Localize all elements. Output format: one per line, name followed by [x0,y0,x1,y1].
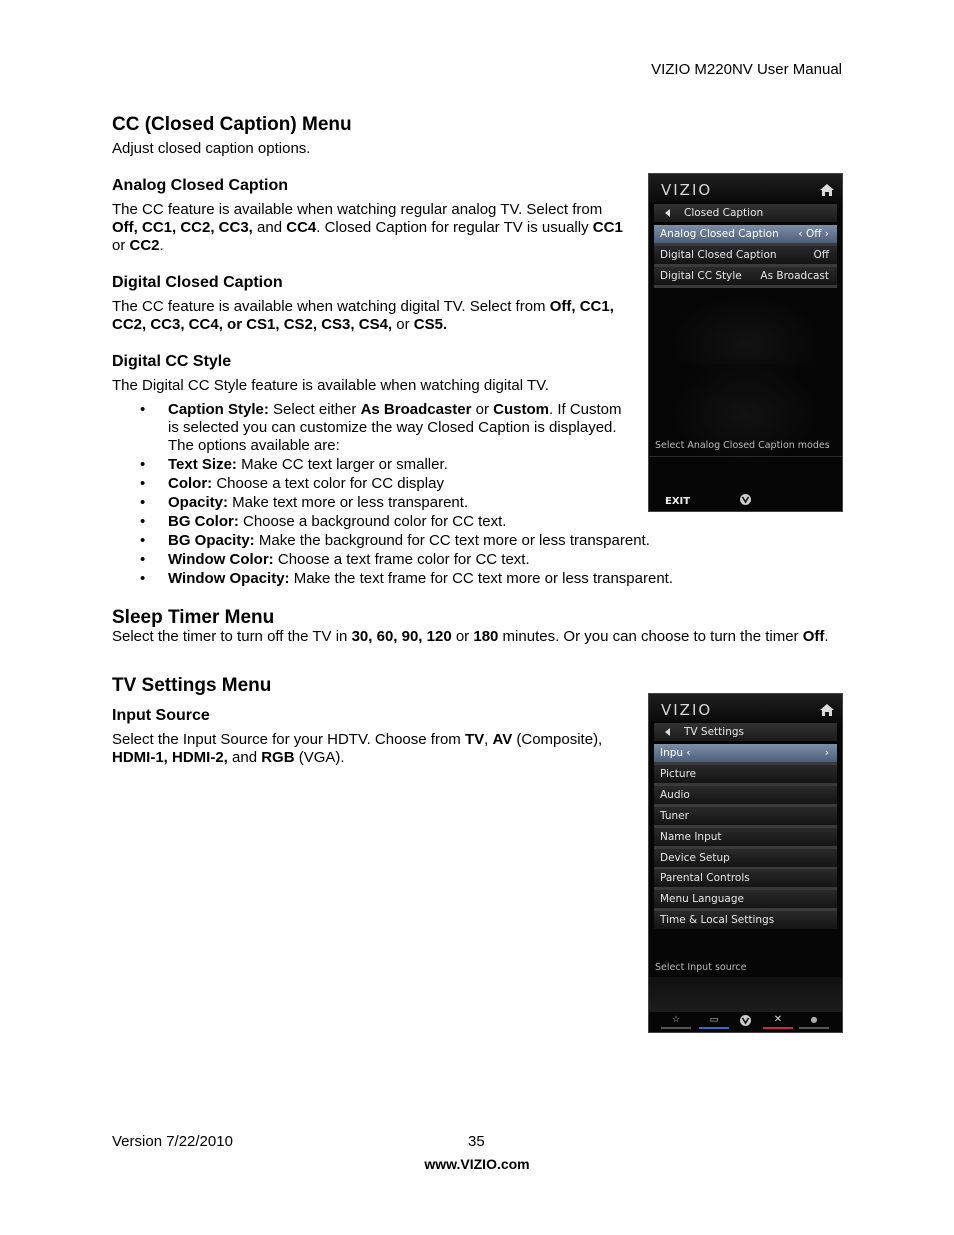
analog-cc-text: The CC feature is available when watching regular analog TV. Select from Off, CC1, CC2, CC3, and CC4. Closed Caption for regular TV is usually CC1 or CC2. [112,201,623,254]
vizio-v-icon [740,1015,751,1026]
menu-row-device-setup: Device Setup [654,849,837,870]
tv-settings-menu-screenshot [648,693,843,1033]
menu-hint-text: Select Analog Closed Caption modes [655,440,830,451]
tv-settings-heading: TV Settings Menu [112,675,272,696]
list-item: • Caption Style: Select either As Broadcaster or Custom. If Custom is selected you can customize the way Closed Caption is displayed. The options available are: [112,401,628,455]
input-source-heading: Input Source [112,707,210,724]
close-icon: ✕ [773,1014,783,1025]
menu-title-bar: Closed Caption [654,204,837,222]
menu-row-input: Inpu ‹ › [654,744,837,765]
version-label: Version 7/22/2010 [112,1133,233,1150]
sleep-timer-heading: Sleep Timer Menu [112,607,275,628]
vizio-logo: VIZIO [661,181,713,199]
website-url: www.VIZIO.com [424,1156,530,1172]
page-number: 35 [468,1133,485,1150]
menu-row-audio: Audio [654,786,837,807]
cc-menu-intro: Adjust closed caption options. [112,140,311,157]
menu-row-analog-cc: Analog Closed Caption ‹ Off › [654,225,837,246]
vizio-v-icon [740,494,751,505]
home-icon [820,184,834,196]
digital-cc-heading: Digital Closed Caption [112,274,283,291]
cc-menu-heading: CC (Closed Caption) Menu [112,114,352,135]
menu-row-digital-cc: Digital Closed Caption Off [654,246,837,267]
home-icon [820,704,834,716]
digital-cc-text: The CC feature is available when watching digital TV. Select from Off, CC1, CC2, CC3, CC4, or CS1, CS2, CS3, CS4, or CS5. [112,298,614,333]
list-item: • Window Opacity: Make the text frame for CC text more or less transparent. [112,570,722,588]
menu-row-digital-cc-style: Digital CC Style As Broadcast [654,267,837,288]
menu-title-bar: TV Settings [654,723,837,741]
star-icon: ☆ [671,1015,681,1025]
input-source-text: Select the Input Source for your HDTV. Choose from TV, AV (Composite), HDMI-1, HDMI-2, and RGB (VGA). [112,731,603,766]
list-item: • BG Color: Choose a background color for CC text. [112,513,722,531]
exit-label: EXIT [665,496,691,507]
list-item: • Text Size: Make CC text larger or smaller. [112,456,722,474]
manual-title: VIZIO M220NV User Manual [651,61,842,78]
digital-cc-style-heading: Digital CC Style [112,353,232,370]
menu-row-name-input: Name Input [654,828,837,849]
menu-row-menu-language: Menu Language [654,890,837,911]
menu-hint-text: Select Input source [655,962,747,973]
menu-icon: ▭ [709,1015,719,1025]
back-arrow-icon [665,209,670,217]
vizio-logo: VIZIO [661,701,713,719]
closed-caption-menu-screenshot [648,173,843,512]
cc-style-options-list [112,401,722,589]
menu-row-picture: Picture [654,765,837,786]
list-item: • BG Opacity: Make the background for CC text more or less transparent. [112,532,722,550]
dot-icon: ● [810,1015,818,1024]
sleep-timer-text: Select the timer to turn off the TV in 30, 60, 90, 120 or 180 minutes. Or you can choose to turn the timer Off. [112,628,829,645]
menu-row-time-local: Time & Local Settings [654,911,837,929]
back-arrow-icon [665,728,670,736]
list-item: • Window Color: Choose a text frame color for CC text. [112,551,722,569]
menu-row-tuner: Tuner [654,807,837,828]
digital-cc-style-intro: The Digital CC Style feature is available when watching digital TV. [112,377,549,394]
menu-row-parental-controls: Parental Controls [654,869,837,890]
analog-cc-heading: Analog Closed Caption [112,177,288,194]
list-item: • Color: Choose a text color for CC display [112,475,722,493]
list-item: • Opacity: Make text more or less transparent. [112,494,722,512]
